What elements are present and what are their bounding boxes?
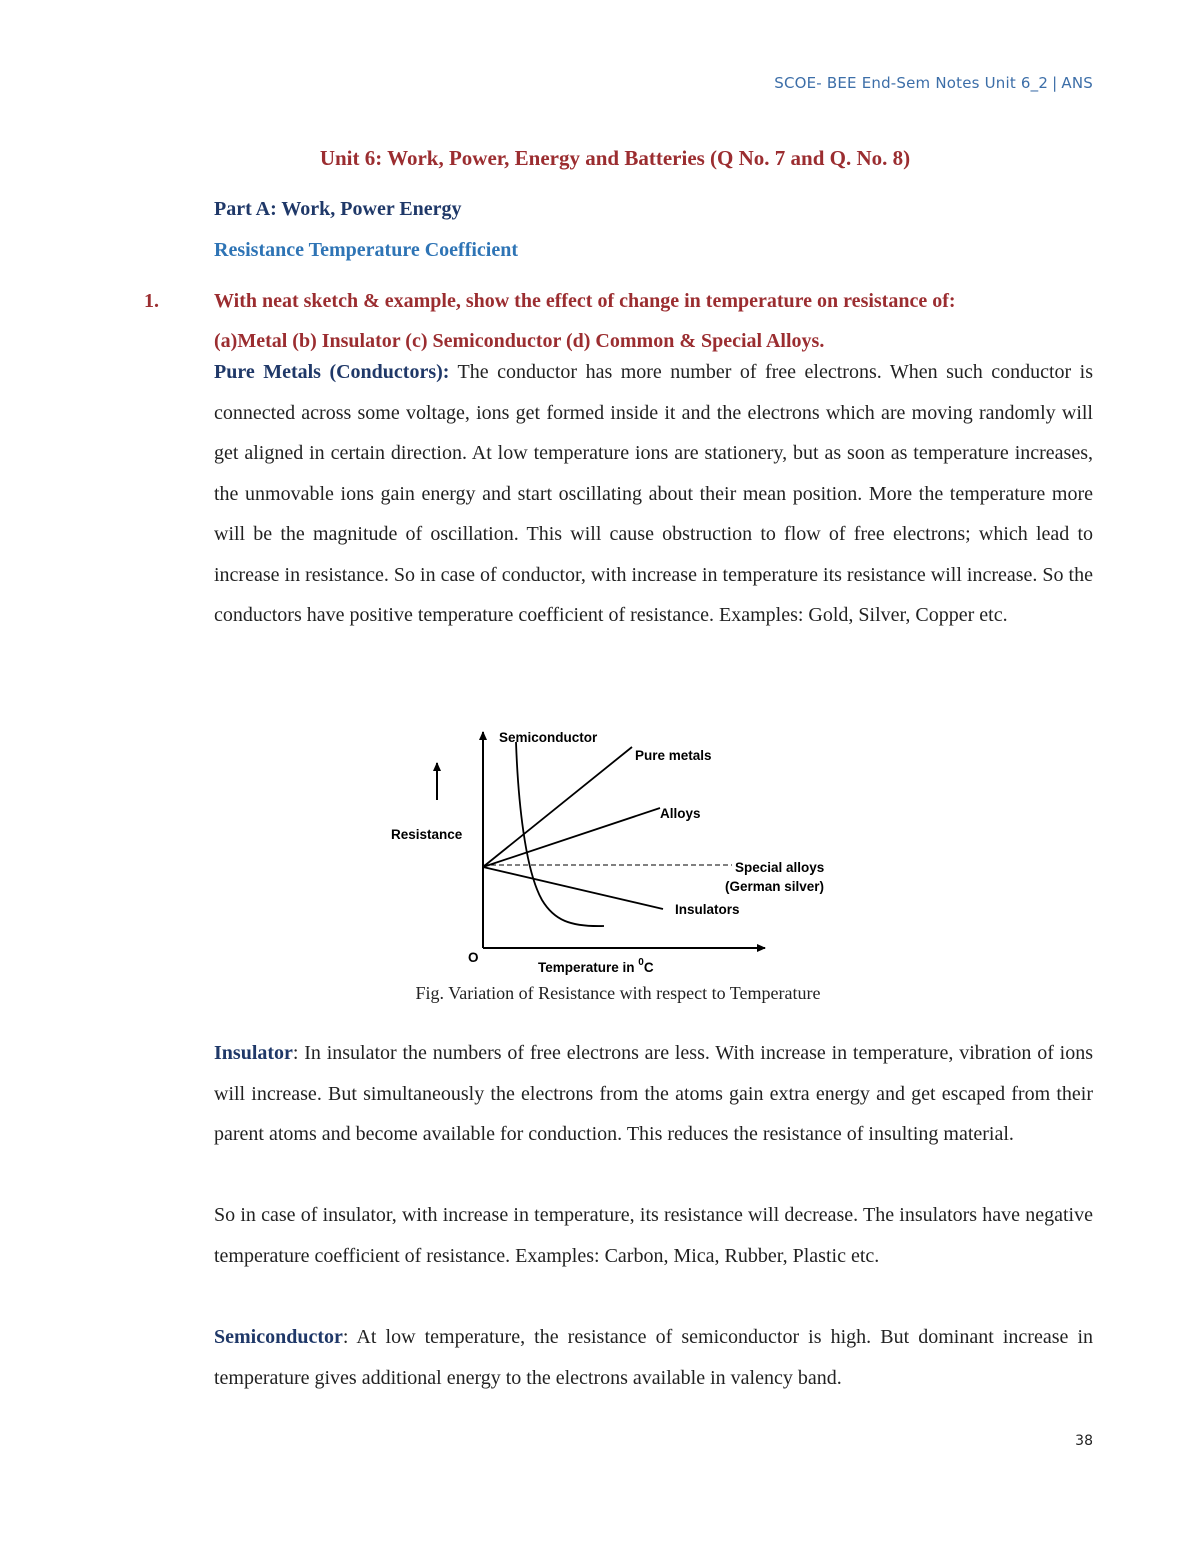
insulators-label: Insulators <box>675 902 740 917</box>
x-axis-label: Temperature in $^0$C <box>538 957 654 975</box>
pure-metals-label: Pure metals <box>635 748 712 763</box>
header-ans: ANS <box>1061 74 1093 92</box>
metals-paragraph <box>214 352 1093 636</box>
question-line-2: (a)Metal (b) Insulator (c) Semiconductor (d) Common & Special Alloys. <box>214 330 825 352</box>
resistance-temperature-figure <box>380 720 860 982</box>
insulators-line <box>483 867 663 909</box>
page-number: 38 <box>1075 1433 1093 1449</box>
semiconductor-term: Semiconductor <box>214 1326 343 1348</box>
figure-caption: Fig. Variation of Resistance with respect to Temperature <box>415 983 821 1003</box>
y-axis-label: Resistance <box>391 827 463 842</box>
unit-title: Unit 6: Work, Power, Energy and Batteries (Q No. 7 and Q. No. 8) <box>319 146 911 170</box>
metals-label: Pure Metals (Conductors): <box>214 361 450 383</box>
part-a-heading: Part A: Work, Power Energy <box>214 198 462 220</box>
semiconductor-curve <box>516 742 604 926</box>
german-silver-label: (German silver) <box>725 879 825 894</box>
alloys-line <box>483 808 660 867</box>
question-1 <box>144 281 1104 361</box>
special-alloys-label: Special alloys <box>735 860 825 875</box>
semiconductor-text: : At low temperature, the resistance of semiconductor is high. But dominant increase in temperature gives additional energy to the electrons available in valency band. <box>214 1326 1093 1389</box>
semiconductor-label: Semiconductor <box>499 730 598 745</box>
pure-metals-line <box>483 747 632 867</box>
insulator-paragraph-2: So in case of insulator, with increase in temperature, its resistance will decrease. The insulators have negative temperature coefficient of resistance. Examples: Carbon, Mica, Rubber, Plastic etc. <box>214 1204 1093 1267</box>
insulator-paragraph <box>214 1033 1093 1155</box>
running-header <box>774 74 1093 92</box>
origin-label: O <box>468 950 479 965</box>
resistance-temperature-graph <box>380 720 860 982</box>
question-number: 1. <box>144 290 159 312</box>
header-separator: | <box>1052 74 1058 92</box>
section-heading: Resistance Temperature Coefficient <box>214 239 519 261</box>
insulator-text: : In insulator the numbers of free electrons are less. With increase in temperature, vibration of ions will increase. But simultaneously the electrons from the atoms gain extra energy and get escaped from their parent atoms and become available for conduction. This reduces the resistance of insulting material. <box>214 1042 1093 1145</box>
header-title: SCOE- BEE End-Sem Notes Unit 6_2 <box>774 74 1049 92</box>
insulator-label: Insulator <box>214 1042 293 1064</box>
alloys-label: Alloys <box>660 806 701 821</box>
question-line-1: With neat sketch & example, show the effect of change in temperature on resistance of: <box>214 290 956 312</box>
metals-text: The conductor has more number of free electrons. When such conductor is connected across some voltage, ions get formed inside it and the electrons which are moving randomly will get aligned in certain direction. At low temperature ions are stationery, but as soon as temperature increases, the unmovable ions gain energy and start oscillating about their mean position. More the temperature more will be the magnitude of oscillation. This will cause obstruction to flow of free electrons; which lead to increase in resistance. So in case of conductor, with increase in temperature its resistance will increase. So the conductors have positive temperature coefficient of resistance. Examples: Gold, Silver, Copper etc. <box>214 361 1093 626</box>
semiconductor-paragraph <box>214 1317 1093 1398</box>
